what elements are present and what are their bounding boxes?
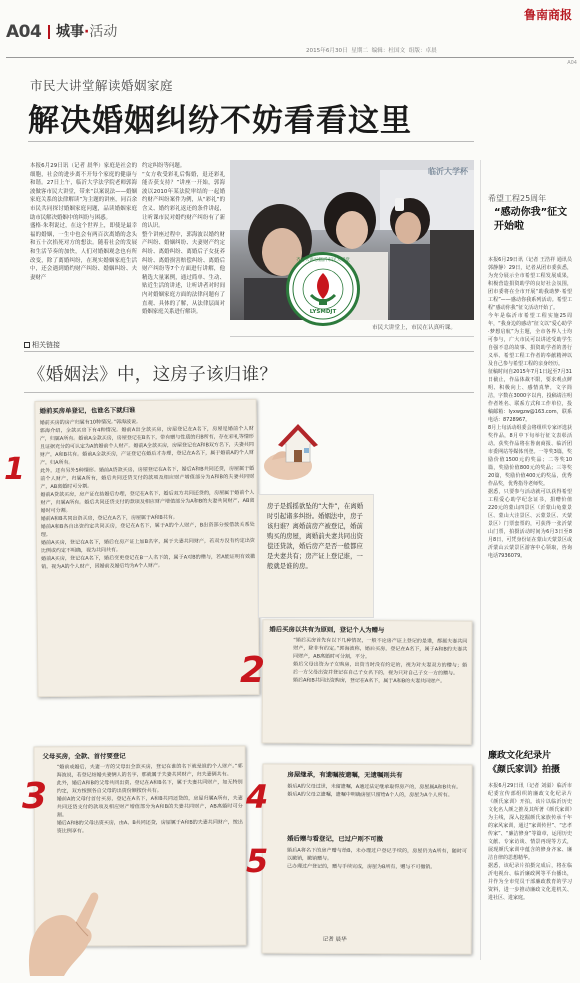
card-1-number: 1 <box>4 452 25 487</box>
section-name <box>56 21 117 41</box>
house-icon <box>258 414 328 484</box>
card-5-body: 婚后A将名下的房产赠与给B，未办理过户登记手续的，房屋仍为A所有，随时可以撤销，撤销赠与。 已办理过户登记的，赠与手续完成，房屋为B所有，赠与不可撤销。 <box>286 847 468 871</box>
card-1-title: 婚前买房单登记，也谁名下就归谁 <box>39 406 136 416</box>
card-2-number: 2 <box>240 650 266 691</box>
seal-text: 齐鲁大讲坛临沂市民大讲堂 <box>296 258 350 263</box>
lecture-seal-logo <box>286 252 360 326</box>
masthead-logo: 鲁南商报 <box>523 8 572 22</box>
lead-column-2: 约定纠纷等问题。 “女方收受彩礼后悔婚，退还彩礼能否获支持？”讲座一开始，郭海波以2010年某法院审结的一起婚约财产纠纷案件为例，从“彩礼”的含义、婚约彩礼返还的条件讲起，让听课市民对婚约财产纠纷有了新的认识。 整个讲座过程中，郭海波以婚约财产纠纷、婚姻纠纷、夫妻财产约定纠纷、离婚纠纷、离婚后子女抚养纠纷、离婚损害赔偿纠纷、离婚后财产纠纷等7个方面进行讲解，他精选大量案例，通过简单、生动、贴近生活的讲述，让听讲者对时间内对婚姻家庭方面的法律问题有了直观、具体的了解，从法律层面对婚姻家庭关系进行解读。 <box>142 163 225 316</box>
card-4-body: 婚后A的父母过世，未留遗嘱，A通过法定继承取得房产的，房屋属A和B共有。 婚后A的父母立遗嘱，遗嘱中明确房屋只留给A个人的，房屋为A个人所有。 <box>287 783 462 799</box>
photo-banner: 临沂大学杯 <box>428 167 468 176</box>
side-1-title-text: “感动你我”征文开始啦 <box>494 207 568 232</box>
header-rule <box>6 57 574 58</box>
card-4-5-sheet <box>262 763 473 954</box>
date: 2015年6月30日 <box>306 48 348 54</box>
reporter-byline: 记者 晨华 <box>322 936 347 943</box>
headline-title: 解决婚姻纠纷不妨看看这里 <box>28 103 412 139</box>
hand-icon <box>20 866 110 976</box>
section-label: 城事 <box>56 24 84 40</box>
card-5-title: 婚后赠与看登记，已过户则不可撤 <box>287 834 383 844</box>
right-column-rule <box>480 160 481 960</box>
card-1-body: 婚前买房的房产归属有10种情况。”郭海波说。 郭海介绍，全款买房下有4种情况。婚前A出全款买房，房屋登记在A名下，房屋是婚前个人财产，归属A所有。婚前A全款买房，房屋登记在B名下，带有赠与性质的归B所有，存在彩礼等情形且证据充分的可认定为A的婚前个人财产。婚前A全款买房，房屋登记在A和B双方名下，夫妻共同财产，A和B共有。婚前A全款买房，产证登记在婚后才办理，登记在A名下，属于婚前A的个人财产，归A所有。 此外，还有另外5种情形。婚前A贷款买房，房屋登记在A名下，婚后A和B共同还贷，房屋属于婚前个人财产，归属A所有，婚后共同还贷支付的款项及相应财产增值部分为A和B的夫妻共同财产，AB离婚时可分割。 婚前A贷款买房，房产证在结婚后办理，登记在A名下，婚后双方共同还贷的，房屋属于婚前个人财产，归属A所有。婚后共同还贷支付的款项及相应财产增值部分为A和B的夫妻共同财产，AB离婚时可分割。 婚前A和B共同出资买房，登记在A名下，房屋属于A和B共有。 婚前A和B各自出资约定共同买房，登记在A名下，属于A的个人财产，B出资部分按借款关系处理。 婚前A买房，登记在A名下，婚后在房产证上加B名字，属于夫妻共同财产，若双方没有约定出资比例或约定不明确，视为共同共有。 婚前A买房，登记在A名下，婚后变更登记在B一人名下的，属于A对B的赠与，若A能证明有效撤销，视为A的个人财产，因婚前及婚后均为A个人财产。 <box>39 419 256 571</box>
side-1-kicker: 希望工程25周年 <box>488 194 547 203</box>
side-2-kicker: 廉政文化纪录片 <box>488 751 552 761</box>
callout-text: 房子是摇摇欲坠的“大件”，在离婚时引起诸多纠纷。婚姻法中，房子该归谁？离婚前房产被登记，婚前购买的房屋，离婚前夫妻共同出资偿还贷款，婚后房产是否一般都应是夫妻共有；房产证上登记谁，一般就是谁的房。 <box>267 502 364 570</box>
headline-kicker: 市民大讲堂解读婚姻家庭 <box>30 78 174 93</box>
card-1 <box>34 399 259 697</box>
card-3-title: 父母买房，全款、首付要登记 <box>42 752 126 761</box>
dateline <box>306 46 437 54</box>
headline-rule <box>28 141 474 142</box>
section-dot: · <box>84 24 90 40</box>
side-2-body: 本报6月29日讯（记者 刘溢）临沂市纪委宣传部组织的廉政文化纪录片《颜氏家训》开拍。该片以临沂历史文化名人颜之推及其所著《颜氏家训》为主线，深入挖掘颜氏家族传承千年的家风家训，通过“家训传世”、“忠孝传家”、“廉洁修身”等篇章，运用历史文献、专家访谈、情景再现等方式，展现颜氏家训中蕴含的修身齐家、廉洁自律的思想精华。 据悉，该纪录片拍摄完成后，将在临沂电视台、临沂廉政网等平台播出，并作为全市党员干部廉政教育的学习资料，进一步推动廉政文化进机关、进社区、进家庭。 <box>488 783 572 901</box>
side-2-title: 《颜氏家训》拍摄 <box>488 765 561 775</box>
card-5-number: 5 <box>246 842 269 880</box>
page-number: A04 <box>6 22 42 42</box>
photo-rule <box>230 336 474 337</box>
related-title-rule <box>24 392 474 393</box>
seal-code: LYSMDJT <box>309 309 337 315</box>
card-2-title: 婚后买房以共有为原则，登记个人为赠与 <box>269 625 385 635</box>
card-2 <box>262 619 473 744</box>
hand-illustration <box>20 866 110 976</box>
lead-column-1: 本报6月29日讯（记者 晨华）家庭是社会的细胞，社会的进步离不开每个家庭的健康与和谐。27日上午，临沂大学法学院老师郭海波做客市民大讲堂，带来“以案说法——婚姻家庭关系的法律解读”为主题的讲座，同百余市民共同探讨婚姻家庭问题，品读婚姻家庭助市民解决婚姻中的纠纷与困惑。 盛格·朱利说过，在这个世界上，即使是最幸福的婚姻，一生中也会有两百次离婚的念头和五十次掐死对方的想法。随着社会的发展和生活节奏的加快，人们对婚姻观念也有所改变，除了离婚纠纷，在现实婚姻家庭生活中，还会遇到婚约财产纠纷、婚姻纠纷、夫妻财产 <box>30 163 137 281</box>
editor: 编辑：杜国文 <box>371 48 406 54</box>
card-3-number: 3 <box>22 776 48 817</box>
right-page-number: A04 <box>567 60 577 66</box>
related-link-icon <box>24 342 30 348</box>
related-link-label <box>24 340 60 350</box>
related-rule <box>24 351 474 352</box>
header-divider <box>48 25 50 39</box>
card-2-body: “婚后买房首先有以下几种情况，一般不论房产证上登记的是谁，都属夫妻共同财产，除非有约定。”郭海波称，婚后买房，登记在A名下，属于A和B的夫妻共同财产，AB离婚时可分割，平分。 婚后父母出资为子女购房，出资当时没有约定的，视为对夫妻双方的赠与；婚后一方父母出资并登记在自己子女名下的，视为只对自己子女一方的赠与。 婚后A和B共同出资购房，登记在A名下，属于A和B的夫妻共同财产。 <box>292 637 468 685</box>
weekday: 星期二 <box>351 48 369 54</box>
callout-box <box>258 494 374 618</box>
photo-caption: 市民大讲堂上，市民在认真听课。 <box>372 325 456 331</box>
related-link-text: 相关链接 <box>32 341 60 349</box>
card-4-number: 4 <box>246 778 269 816</box>
card-4-title: 房屋继承，有遗嘱按遗嘱，无遗嘱则共有 <box>287 770 403 780</box>
related-title: 《婚姻法》中，这房子该归谁？ <box>28 365 278 385</box>
card-3-body: “婚前或婚后，夫妻一方的父母出全款买房，登记在谁的名下就是谁的个人财产。”郭海波说，若登记结婚夫妻俩人的名字，那就属于夫妻共同财产，归夫妻俩共有。 此外，婚后A和B的父母共同出资，登记在A和B名下，属于夫妻共同财产，如无特别约定，双方按照各自父母的出资份额按份共有。 婚前A的父母付首付买房，登记在A名下，A和B共同还贷的，房屋归属A所有，夫妻共同还贷支付的款项及相应财产增值部分为A和B的夫妻共同财产，AB离婚时可分割。 婚后A和B的父母出资买房，由A、B共同还贷，房屋属于A和B的夫妻共同财产，按出资比例享有。 <box>56 763 243 835</box>
side-1-title <box>494 206 574 234</box>
side-1-body: 本报6月29日讯（记者 王浩祥 通讯员 郭静静）29日，记者从团市委获悉，为充分展示全市希望工程发展成果，积极营造捐资助学的良好社会氛围，团市委将在全市开展“助我助梦·希望工程”——感动你我系列活动。希望工程“感动你我”征文活动开始了。 今年是临沂市希望工程实施25周年，“我身边的感动”征文以“爱心助学·梦想启航”为主题，全市各界人士均可参与，广大市民可以讲述受助学生自强不息的故事、捐资助学者的善行义举、希望工程工作者的奉献精神以及自己参与希望工程的亲身经历。 征稿时间自2015年7月1日起至7月31日截止，作品体裁不限，要求观点鲜明、积极向上、感情真挚，文字简洁，字数在3000字以内，投稿请注明作者姓名、联系方式和工作单位，投稿邮箱：lyxwgzw@163.com，联系电话：8728967。 8月上旬活动组委会将组织专家评选获奖作品，8月中下旬举行征文表彰活动。获奖作品将在鲁南商报、临沂团市委网站等媒体刊登。一等奖3篇，奖励价值1500元的奖品；二等奖10篇，奖励价值800元的奖品；三等奖20篇，奖励价值400元的奖品，优秀作品奖，优秀指导老师奖。 据悉，只要参与活动就可以获得希望工程爱心助学纪念证书，捐赠价值220元的蒙山四景区（沂蒙山龟蒙景区、蒙山大洼景区、云蒙景区、天蒙景区）门票套票的，可获得一张沂蒙山门票，拍摄活动时间为6月3日至8月8日，可凭身份证在蒙山天蒙景区或沂蒙山云蒙景区游客中心领取，咨询电话7936079。 <box>488 257 572 559</box>
proof: 组版：卓晨 <box>408 48 437 54</box>
house-in-hand-illustration <box>258 414 328 484</box>
section-sub-label: 活动 <box>89 24 118 40</box>
